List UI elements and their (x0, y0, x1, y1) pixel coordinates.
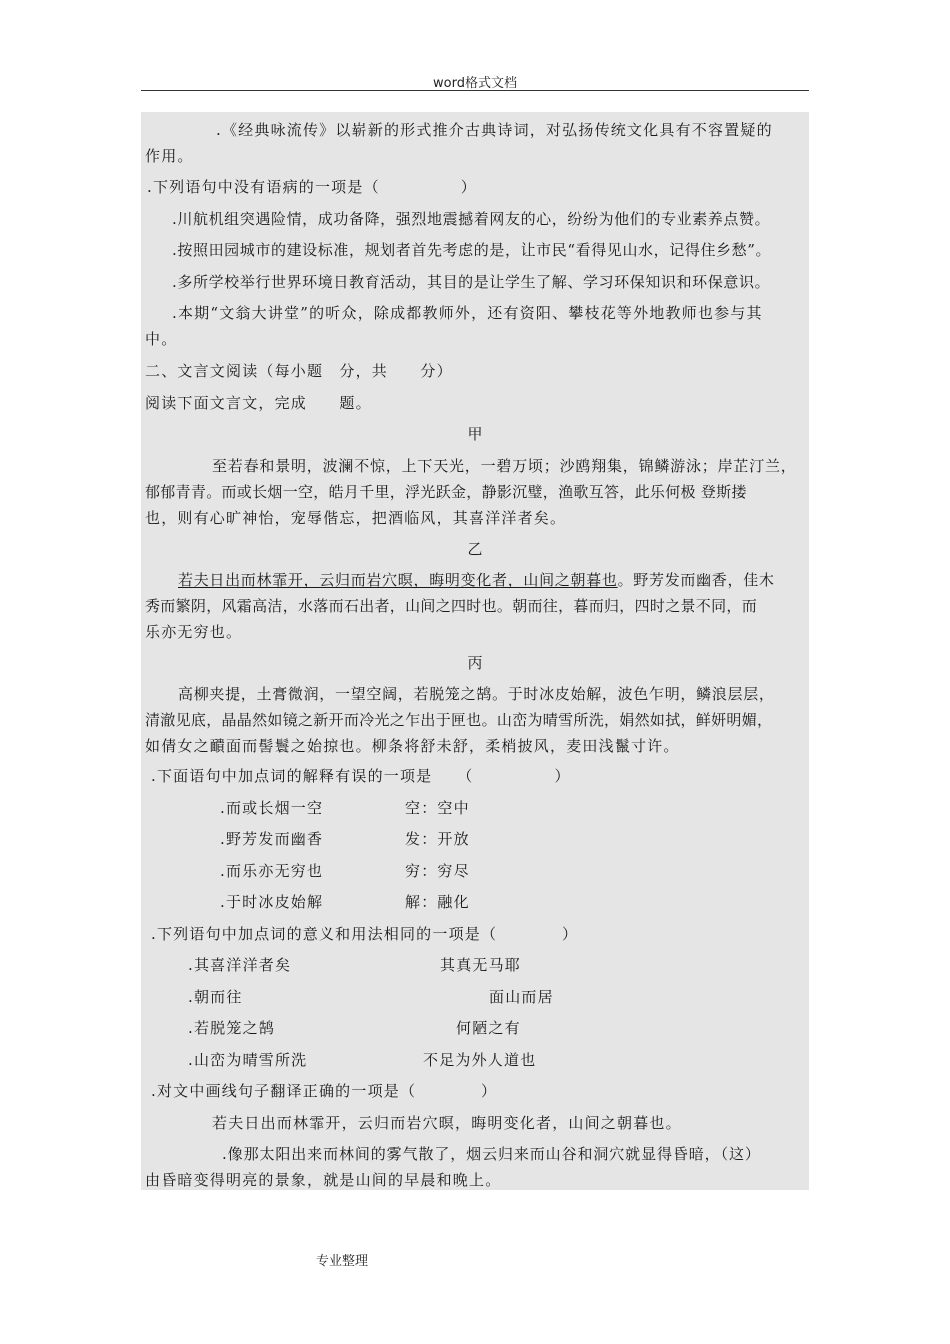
question-usage: .下列语句中加点词的意义和用法相同的一项是（ ） (151, 925, 579, 943)
usage-a-left: .其喜洋洋者矣 (188, 956, 292, 974)
passage-yi-line-2: 秀而繁阴，风霜高洁，水落而石出者，山间之四时也。朝而往，暮而归，四时之景不同，而 (145, 597, 758, 615)
translation-option-a-line-2: 由昏暗变得明亮的景象，就是山间的早晨和晚上。 (145, 1171, 502, 1189)
passage-bing-title: 丙 (467, 654, 483, 672)
question-grammar: .下列语句中没有语病的一项是（ ） (147, 178, 477, 196)
page-footer: 专业整理 (316, 1254, 369, 1269)
translation-source: 若夫日出而林霏开，云归而岩穴暝，晦明变化者，山间之朝暮也。 (212, 1114, 682, 1132)
grammar-option-b: .按照田园城市的建设标准，规划者首先考虑的是，让市民“看得见山水，记得住乡愁”。 (172, 241, 772, 259)
grammar-option-c: .多所学校举行世界环境日教育活动，其目的是让学生了解、学习环保知识和环保意识。 (172, 273, 771, 291)
passage-yi-line-3: 乐亦无穷也。 (145, 623, 243, 641)
explain-a-sentence: .而或长烟一空 (220, 799, 324, 817)
question-explanation: .下面语句中加点词的解释有误的一项是 （ ） (151, 767, 571, 785)
explain-d-sentence: .于时冰皮始解 (220, 893, 324, 911)
usage-b-right: 面山而居 (489, 988, 554, 1006)
usage-a-right: 其真无马耶 (440, 956, 522, 974)
option-d-line-1: .《经典咏流传》以崭新的形式推介古典诗词，对弘扬传统文化具有不容置疑的 (216, 121, 773, 139)
explain-c-gloss: 穷：穷尽 (405, 862, 470, 880)
question-translation: .对文中画线句子翻译正确的一项是（ ） (151, 1082, 498, 1100)
page-header: word格式文档 (433, 76, 517, 91)
usage-d-left: .山峦为晴雪所洗 (188, 1051, 308, 1069)
reading-instruction: 阅读下面文言文，完成 题。 (145, 394, 372, 412)
translation-option-a-line-1: .像那太阳出来而林间的雾气散了，烟云归来而山谷和洞穴就显得昏暗，（这） (222, 1145, 761, 1163)
usage-b-left: .朝而往 (188, 988, 243, 1006)
usage-c-right: 何陋之有 (456, 1019, 521, 1037)
grammar-option-d-line-1: .本期“文翁大讲堂”的听众，除成都教师外，还有资阳、攀枝花等外地教师也参与其 (172, 304, 763, 322)
passage-yi-line-1 (178, 571, 775, 589)
section-heading: 二、文言文阅读（每小题 分，共 分） (145, 362, 453, 380)
explain-c-sentence: .而乐亦无穷也 (220, 862, 324, 880)
grammar-option-a: .川航机组突遇险情，成功备降，强烈地震撼着网友的心，纷纷为他们的专业素养点赞。 (172, 210, 771, 228)
passage-yi-line-1-rest: 。野芳发而幽香，佳木 (617, 571, 775, 589)
underlined-sentence: 若夫日出而林霏开，云归而岩穴暝，晦明变化者，山间之朝暮也 (178, 571, 618, 589)
passage-yi-title: 乙 (467, 540, 483, 558)
explain-d-gloss: 解：融化 (405, 893, 470, 911)
explain-a-gloss: 空：空中 (405, 799, 470, 817)
usage-d-right: 不足为外人道也 (423, 1051, 537, 1069)
explain-b-sentence: .野芳发而幽香 (220, 830, 324, 848)
passage-bing-line-1: 高柳夹提，土膏微润，一望空阔，若脱笼之鹄。于时冰皮始解，波色乍明，鳞浪层层， (178, 685, 775, 703)
grammar-option-d-line-2: 中。 (145, 330, 178, 348)
header-divider (141, 90, 809, 91)
passage-jia-line-2: 郁郁青青。而或长烟一空，皓月千里，浮光跃金，静影沉璧，渔歌互答，此乐何极 登斯搂 (145, 483, 747, 501)
passage-jia-title: 甲 (467, 425, 483, 443)
passage-bing-line-2: 清澈见底，晶晶然如镜之新开而冷光之乍出于匣也。山峦为晴雪所洗，娟然如拭，鲜妍明媚， (145, 711, 773, 729)
option-d-line-2: 作用。 (145, 147, 194, 165)
passage-jia-line-1: 至若春和景明，波澜不惊，上下天光，一碧万顷；沙鸥翔集，锦鳞游泳；岸芷汀兰， (212, 457, 797, 475)
explain-b-gloss: 发：开放 (405, 830, 470, 848)
passage-bing-line-3: 如倩女之靧面而髻鬟之始掠也。柳条将舒未舒，柔梢披风，麦田浅鬣寸许。 (145, 737, 680, 755)
usage-c-left: .若脱笼之鹄 (188, 1019, 275, 1037)
passage-jia-line-3: 也，则有心旷神怡，宠辱偕忘，把酒临风，其喜洋洋者矣。 (145, 509, 567, 527)
